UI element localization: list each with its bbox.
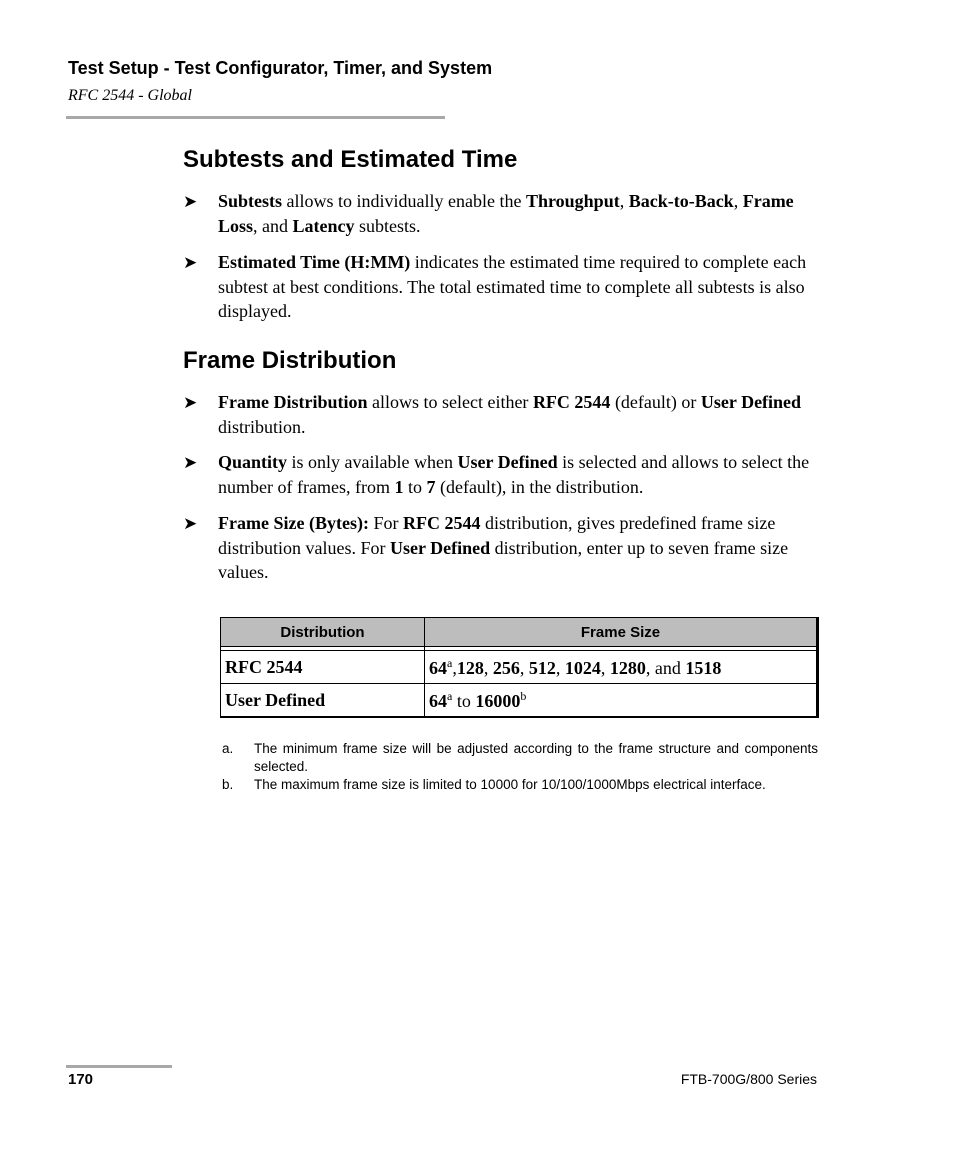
arrow-bullet-icon: ➤ <box>183 253 198 272</box>
footnote-label: a. <box>222 741 234 756</box>
footnote-b <box>222 776 818 794</box>
table-row <box>221 651 818 684</box>
page-number: 170 <box>68 1071 94 1088</box>
header-rule <box>66 116 445 119</box>
footer-rule <box>66 1065 172 1068</box>
bullet-text: Frame Distribution allows to select either RFC 2544 (default) or User Defined distribution. <box>218 392 802 437</box>
bullet-text: Frame Size (Bytes): For RFC 2544 distribution, gives predefined frame size distribution values. For User Defined distribution, enter up to seven frame size values. <box>218 513 789 582</box>
footnote-text: The maximum frame size is limited to 10000 for 10/100/1000Mbps electrical interface. <box>254 777 766 792</box>
bullet-subtests <box>183 189 823 238</box>
arrow-bullet-icon: ➤ <box>183 453 198 472</box>
bullet-text: Quantity is only available when User Defined is selected and allows to select the number of frames, from 1 to 7 (default), in the distribution. <box>218 452 810 497</box>
row-label: User Defined <box>221 684 425 718</box>
table-header-row <box>221 618 818 647</box>
footnote-text: The minimum frame size will be adjusted according to the frame structure and components selected. <box>254 741 818 774</box>
arrow-bullet-icon: ➤ <box>183 393 198 412</box>
row-frame-sizes: 64$^a$ to 16000$^b$ <box>425 684 818 718</box>
product-series: FTB-700G/800 Series <box>680 1071 817 1087</box>
footnote-a <box>222 740 818 776</box>
arrow-bullet-icon: ➤ <box>183 514 198 533</box>
bullet-estimated-time <box>183 250 823 324</box>
column-header-frame-size: Frame Size <box>425 618 818 647</box>
row-frame-sizes: 64$^a$,128, 256, 512, 1024, 1280, and 1518 <box>425 651 818 684</box>
section-heading-subtests: Subtests and Estimated Time <box>183 146 518 173</box>
bullet-frame-distribution <box>183 390 823 439</box>
column-header-distribution: Distribution <box>221 618 425 647</box>
running-header-subtitle: RFC 2544 - Global <box>68 87 192 104</box>
bullet-frame-size <box>183 511 823 585</box>
bullet-text: Estimated Time (H:MM) indicates the estimated time required to complete each subtest at best conditions. The total estimated time to complete all subtests is also displayed. <box>218 252 807 321</box>
bullet-text: Subtests allows to individually enable the Throughput, Back-to-Back, Frame Loss, and Latency subtests. <box>218 191 794 236</box>
section-heading-frame-distribution: Frame Distribution <box>183 347 397 374</box>
arrow-bullet-icon: ➤ <box>183 192 198 211</box>
table-row <box>221 684 818 718</box>
footnote-label: b. <box>222 777 234 792</box>
row-label: RFC 2544 <box>221 651 425 684</box>
bullet-quantity <box>183 450 823 499</box>
running-header-title: Test Setup - Test Configurator, Timer, and System <box>68 58 493 78</box>
frame-size-table <box>220 617 819 718</box>
